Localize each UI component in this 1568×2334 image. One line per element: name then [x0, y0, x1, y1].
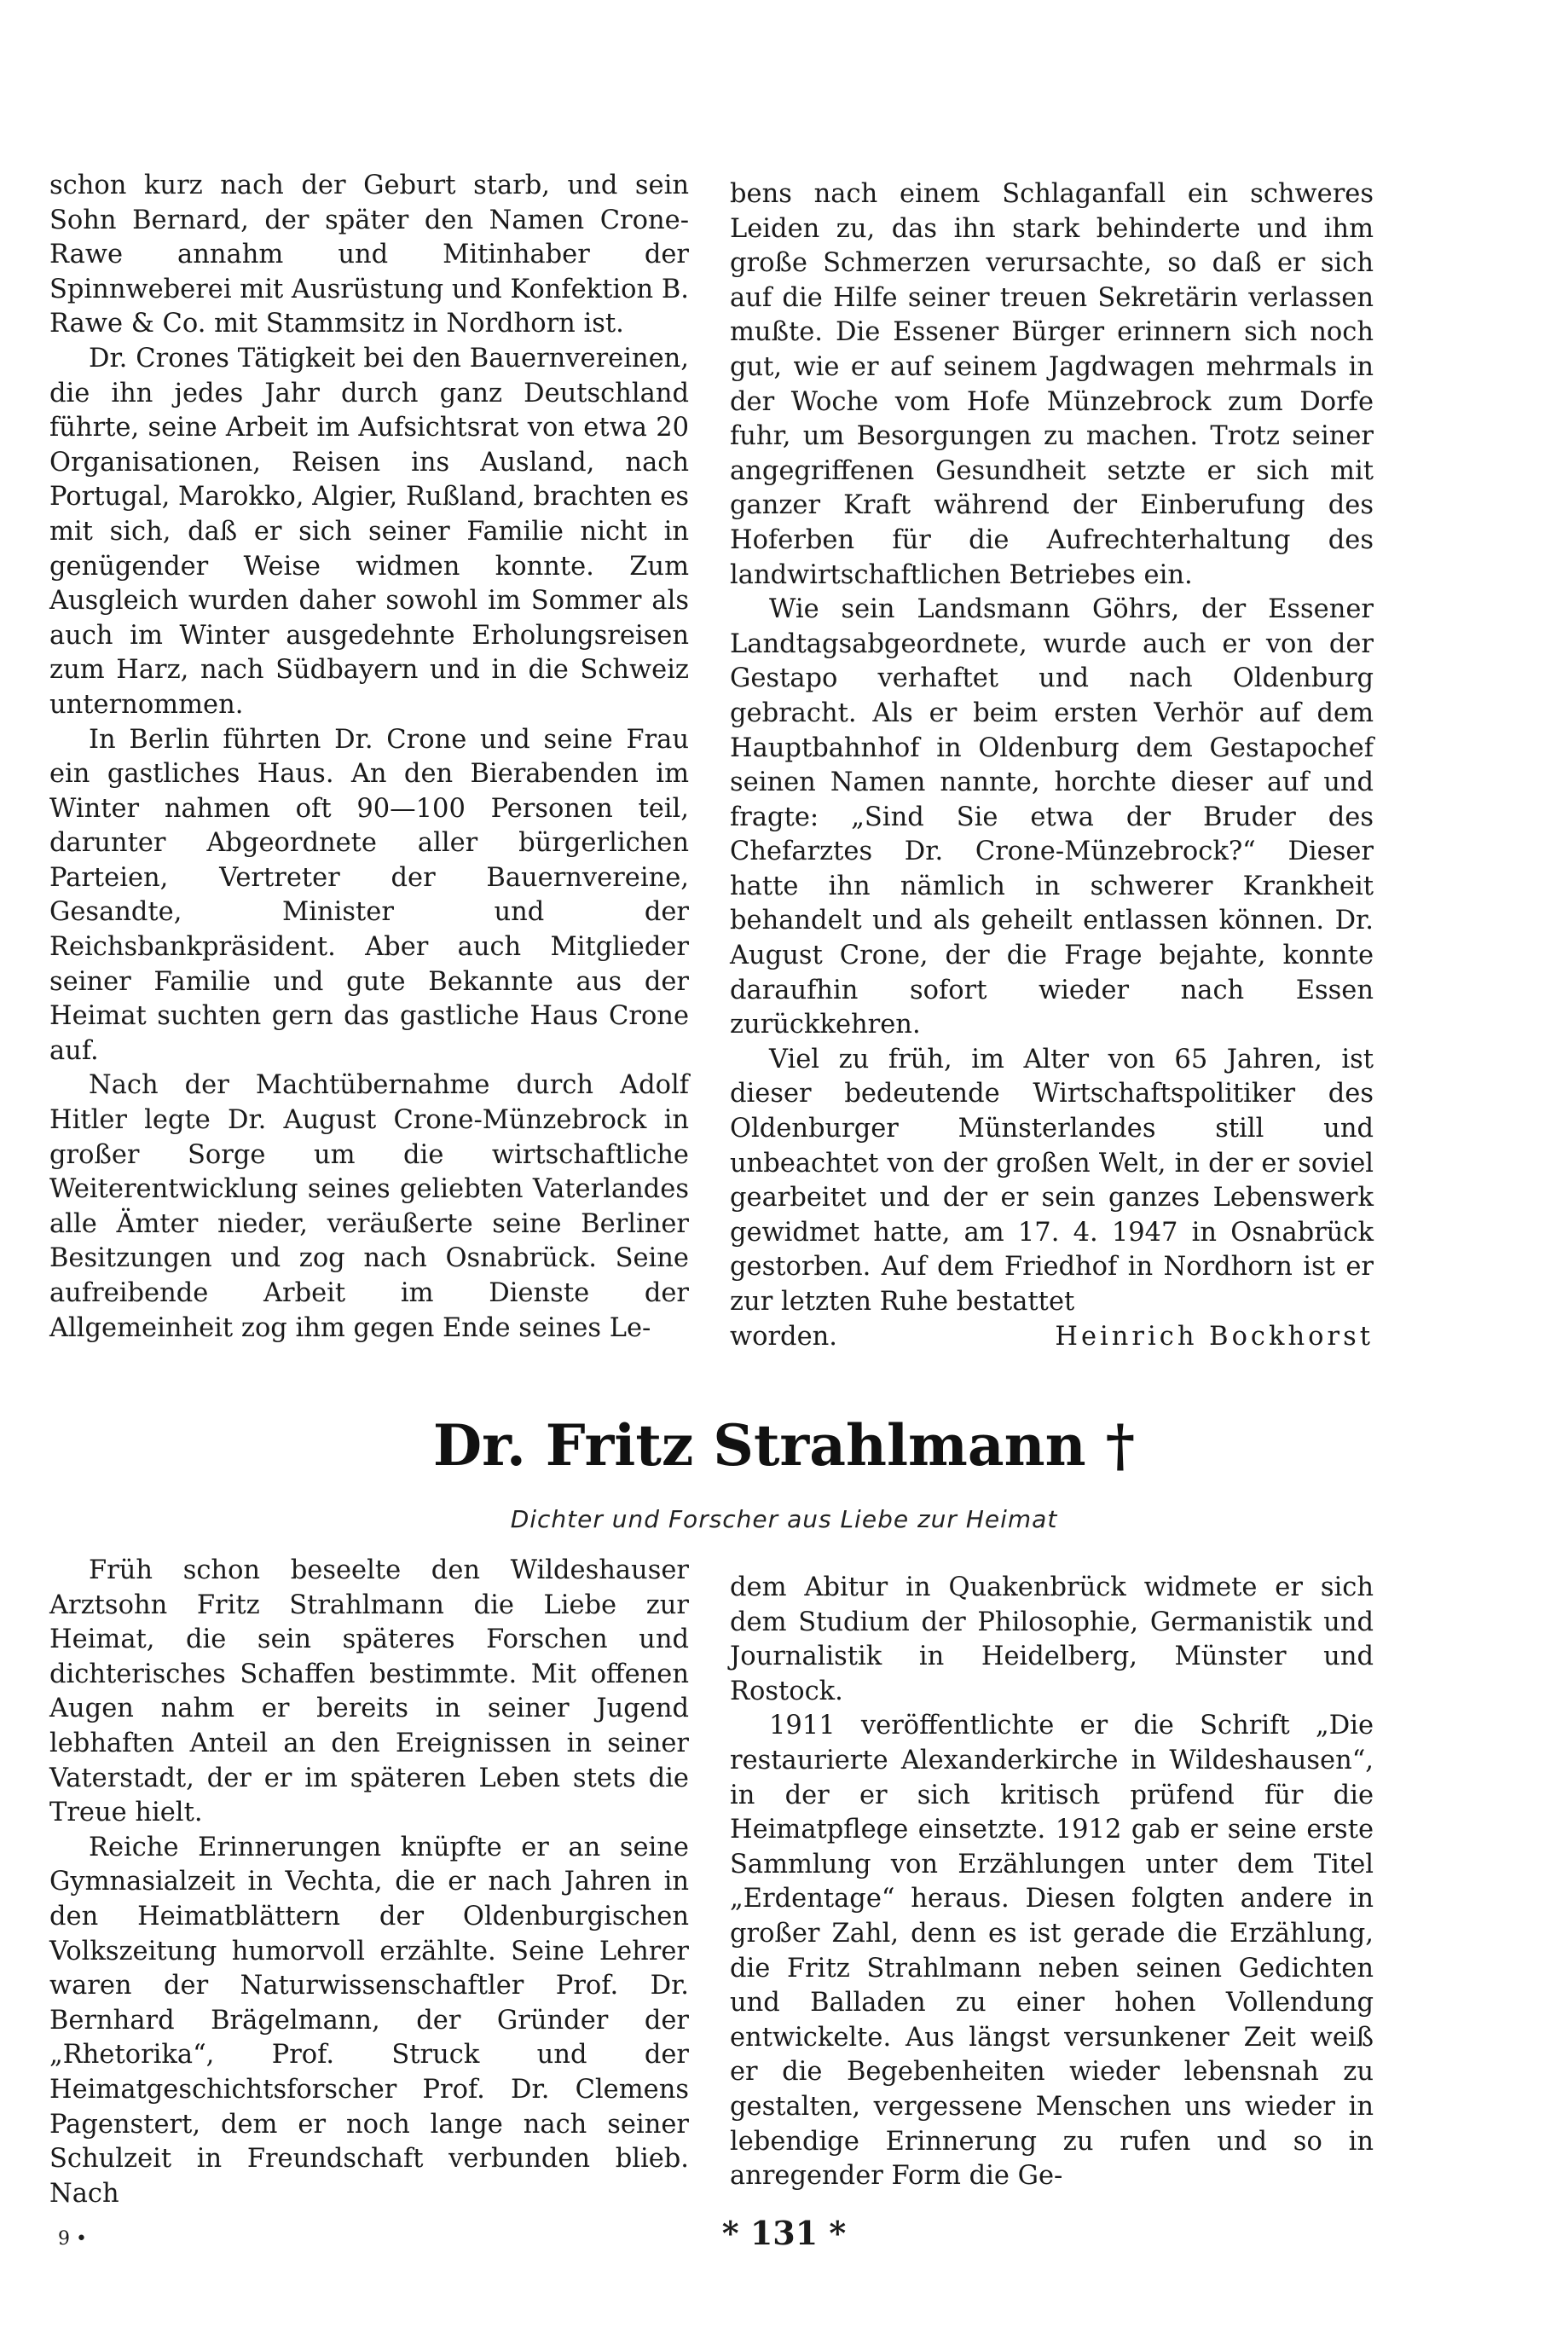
paragraph: schon kurz nach der Geburt starb, und sein Sohn Bernard, der später den Namen Crone-Rawe annahm und Mitinhaber der Spinnweberei mit Ausrüstung und Konfektion B. Rawe & Co. mit Stammsitz in Nordhorn ist. — [49, 171, 689, 339]
author-name: Heinrich Bockhorst — [1055, 1321, 1374, 1352]
paragraph: In Berlin führten Dr. Crone und seine Frau ein gastliches Haus. An den Bierabenden im Winter nahmen oft 90—100 Personen teil, darunter Abgeordnete aller bürgerlichen Parteien, Vertreter der Bauernvereine, Gesandte, Minister und der Reichsbankpräsident. Aber auch Mitglieder seiner Familie und gute Bekannte aus der Heimat suchten gern das gastliche Haus Crone auf. — [49, 724, 689, 1066]
paragraph: Viel zu früh, im Alter von 65 Jahren, ist dieser bedeutende Wirtschaftspolitiker des Oldenburger Münsterlandes still und unbeachtet von der großen Welt, in der er soviel gearbeitet und der er sein ganzes Lebenswerk gewidmet hatte, am 17. 4. 1947 in Osnabrück gestorben. Auf dem Friedhof in Nordhorn ist er zur letzten Ruhe bestattet — [730, 1044, 1374, 1317]
article-column-bottom-left — [49, 1554, 689, 2211]
paragraph: Wie sein Landsmann Göhrs, der Essener Landtagsabgeordnete, wurde auch er von der Gestapo verhaftet und nach Oldenburg gebracht. Als er beim ersten Verhör auf dem Hauptbahnhof in Oldenburg dem Gestapochef seinen Namen nannte, horchte dieser auf und fragte: „Sind Sie etwa der Bruder des Chefarztes Dr. Crone-Münzebrock?“ Dieser hatte ihn nämlich in schwerer Krankheit behandelt und als geheilt entlassen können. Dr. August Crone, der die Frage bejahte, konnte daraufhin sofort wieder nach Essen zurückkehren. — [730, 594, 1374, 1040]
paragraph: Reiche Erinnerungen knüpfte er an seine Gymnasialzeit in Vechta, die er nach Jahren in den Heimatblättern der Oldenburgischen Volkszeitung humorvoll erzählte. Seine Lehrer waren der Naturwissenschaftler Prof. Dr. Bernhard Brägelmann, der Gründer der „Rhetorika“, Prof. Struck und der Heimatgeschichtsforscher Prof. Dr. Clemens Pagenstert, dem er noch lange nach seiner Schulzeit in Freundschaft verbunden blieb. Nach — [49, 1832, 689, 2209]
byline — [730, 1320, 1374, 1355]
paragraph: Nach der Machtübernahme durch Adolf Hitler legte Dr. August Crone-Münzebrock in großer Sorge um die wirtschaftliche Weiterentwicklung seines geliebten Vaterlandes alle Ämter nieder, veräußerte seine Berliner Besitzungen und zog nach Osnabrück. Seine aufreibende Arbeit im Dienste der Allgemeinheit zog ihm gegen Ende seines Le- — [49, 1070, 689, 1343]
printer-signature-mark: 9 • — [58, 2228, 87, 2250]
article-title: Dr. Fritz Strahlmann † — [432, 1412, 1136, 1479]
paragraph: dem Abitur in Quakenbrück widmete er sich dem Studium der Philosophie, Germanistik und Journalistik in Heidelberg, Münster und Rostock. — [730, 1572, 1374, 1706]
article-column-bottom-right — [730, 1571, 1374, 2194]
paragraph: Früh schon beseelte den Wildeshauser Arztsohn Fritz Strahlmann die Liebe zur Heimat, die sein späteres Forschen und dichterisches Schaffen bestimmte. Mit offenen Augen nahm er bereits in seiner Jugend lebhaften Anteil an den Ereignissen in seiner Vaterstadt, der er im späteren Leben stets die Treue hielt. — [49, 1555, 689, 1828]
article-subtitle: Dichter und Forscher aus Liebe zur Heimat — [510, 1505, 1058, 1533]
article-column-top-right — [730, 177, 1374, 1354]
paragraph: Dr. Crones Tätigkeit bei den Bauernvereinen, die ihn jedes Jahr durch ganz Deutschland führte, seine Arbeit im Aufsichtsrat von etwa 20 Organisationen, Reisen ins Ausland, nach Portugal, Marokko, Algier, Rußland, brachten es mit sich, daß er sich seiner Familie nicht in genügender Weise widmen konnte. Zum Ausgleich wurden daher sowohl im Sommer als auch im Winter ausgedehnte Erholungsreisen zum Harz, nach Südbayern und in die Schweiz unternommen. — [49, 343, 689, 720]
paragraph: 1911 veröffentlichte er die Schrift „Die restaurierte Alexanderkirche in Wildeshausen“, in der er sich kritisch prüfend für die Heimatpflege einsetzte. 1912 gab er seine erste Sammlung von Erzählungen unter dem Titel „Erdentage“ heraus. Diesen folgten andere in großer Zahl, denn es ist gerade die Erzählung, die Fritz Strahlmann neben seinen Gedichten und Balladen zu einer hohen Vollendung entwickelte. Aus längst versunkener Zeit weiß er die Begebenheiten wieder lebensnah zu gestalten, vergessene Menschen uns wieder in lebendige Erinnerung zu rufen und so in anregender Form die Ge- — [730, 1711, 1374, 2192]
article-column-top-left — [49, 169, 689, 1346]
paragraph: bens nach einem Schlaganfall ein schweres Leiden zu, das ihn stark behinderte und ihm große Schmerzen verursachte, so daß er sich auf die Hilfe seiner treuen Sekretärin verlassen mußte. Die Essener Bürger erinnern sich noch gut, wie er auf seinem Jagdwagen mehrmals in der Woche vom Hofe Münzebrock zum Dorfe fuhr, um Besorgungen zu machen. Trotz seiner angegriffenen Gesundheit setzte er sich mit ganzer Kraft während der Einberufung des Hoferben für die Aufrechterhaltung des landwirtschaftlichen Betriebes ein. — [730, 179, 1374, 590]
closing-word: worden. — [730, 1321, 837, 1352]
page-number: * 131 * — [721, 2214, 847, 2252]
